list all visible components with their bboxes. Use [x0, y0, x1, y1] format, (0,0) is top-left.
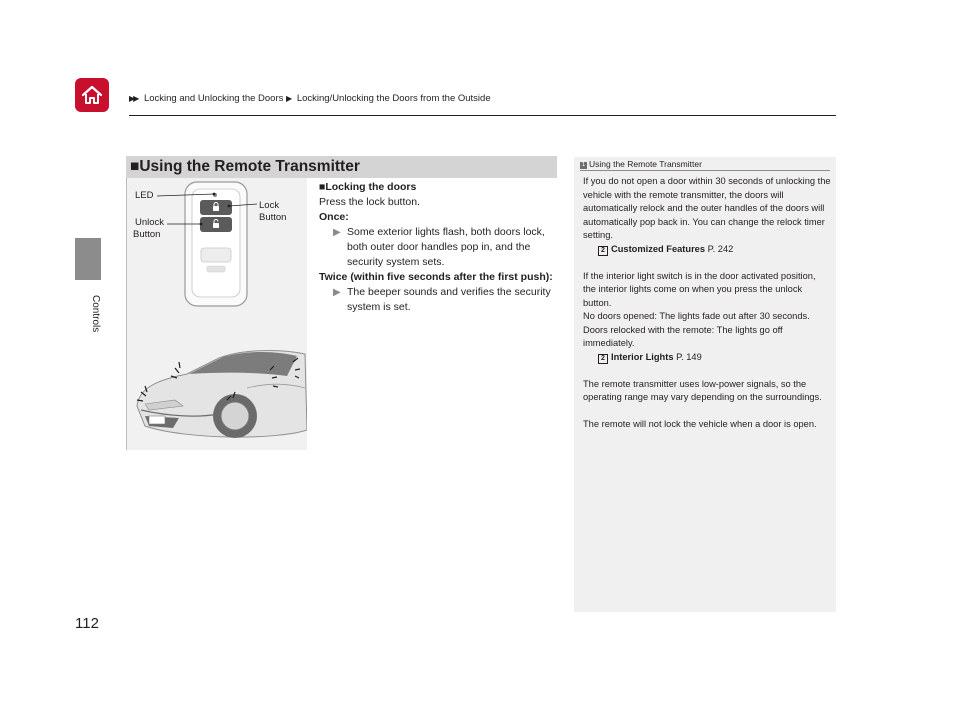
twice-label: Twice (within five seconds after the first push):: [319, 271, 553, 283]
note-marker-icon: 1: [581, 162, 586, 168]
section-title: ■Using the Remote Transmitter: [130, 158, 360, 175]
unlock-button-label-line2: Button: [133, 229, 161, 240]
sidebar-paragraph: Doors relocked with the remote: The lights go off immediately.: [583, 324, 783, 348]
sidebar-body: [583, 175, 831, 432]
home-icon: [80, 83, 104, 107]
sidebar-paragraph: If you do not open a door within 30 seconds of unlocking the vehicle with the remote transmitter, the doors will automatically relock and the outer handles of the doors will automatically pop back in. You can change the relock timer setting.: [583, 176, 831, 240]
sidebar-note: [574, 157, 836, 612]
cross-reference-page: P. 242: [705, 243, 734, 254]
once-label: Once:: [319, 211, 349, 223]
sidebar-paragraph: If the interior light switch is in the door activated position, the interior lights come on when you press the unlock button.: [583, 270, 816, 308]
sidebar-paragraph: No doors opened: The lights fade out after 30 seconds.: [583, 311, 810, 321]
cross-reference-icon: 2: [598, 246, 608, 256]
lock-button-label-line1: Lock: [259, 200, 280, 211]
unlock-button-label-line1: Unlock: [135, 217, 165, 228]
chapter-label: Controls: [90, 295, 101, 333]
sidebar-paragraph: The remote transmitter uses low-power signals, so the operating range may vary depending on the surroundings.: [583, 378, 822, 402]
breadcrumb-arrow-icon: ▶: [286, 94, 291, 103]
interior-lights-link[interactable]: Interior Lights: [611, 351, 674, 362]
car-drawing: [137, 351, 307, 438]
lock-button-label-line2: Button: [259, 212, 287, 223]
page-number: 112: [75, 615, 99, 632]
cross-reference: [583, 243, 831, 257]
remote-and-car-illustration: [126, 178, 307, 450]
customized-features-link[interactable]: Customized Features: [611, 243, 706, 254]
breadcrumb-arrow-icon: ▶▶: [129, 94, 138, 103]
sidebar-heading-text: Using the Remote Transmitter: [589, 159, 702, 169]
sidebar-rule: [580, 170, 830, 171]
home-button[interactable]: [75, 78, 109, 112]
once-text: Some exterior lights flash, both doors lock, both outer door handles pop in, and the security system sets.: [347, 226, 545, 268]
breadcrumb-item-locking-unlocking[interactable]: Locking and Unlocking the Doors: [143, 93, 284, 104]
sidebar-heading: [580, 159, 702, 169]
cross-reference: [583, 351, 831, 365]
header-rule: [129, 115, 836, 116]
chapter-tab[interactable]: [75, 238, 101, 280]
arrow-icon: ▶: [333, 287, 341, 298]
led-label: LED: [135, 190, 154, 201]
sidebar-paragraph: The remote will not lock the vehicle when a door is open.: [583, 419, 817, 429]
main-content: [319, 180, 559, 315]
once-step: [319, 225, 559, 270]
section-header: [126, 156, 557, 178]
twice-text: The beeper sounds and verifies the security system is set.: [347, 286, 551, 313]
subsection-title: ■Locking the doors: [319, 181, 417, 193]
breadcrumb-item-from-outside[interactable]: Locking/Unlocking the Doors from the Outside: [296, 93, 491, 104]
arrow-icon: ▶: [333, 227, 341, 238]
breadcrumb: [129, 93, 491, 104]
cross-reference-page: P. 149: [673, 351, 702, 362]
cross-reference-icon: 2: [598, 354, 608, 364]
twice-step: [319, 285, 559, 315]
intro-text: Press the lock button.: [319, 196, 420, 208]
